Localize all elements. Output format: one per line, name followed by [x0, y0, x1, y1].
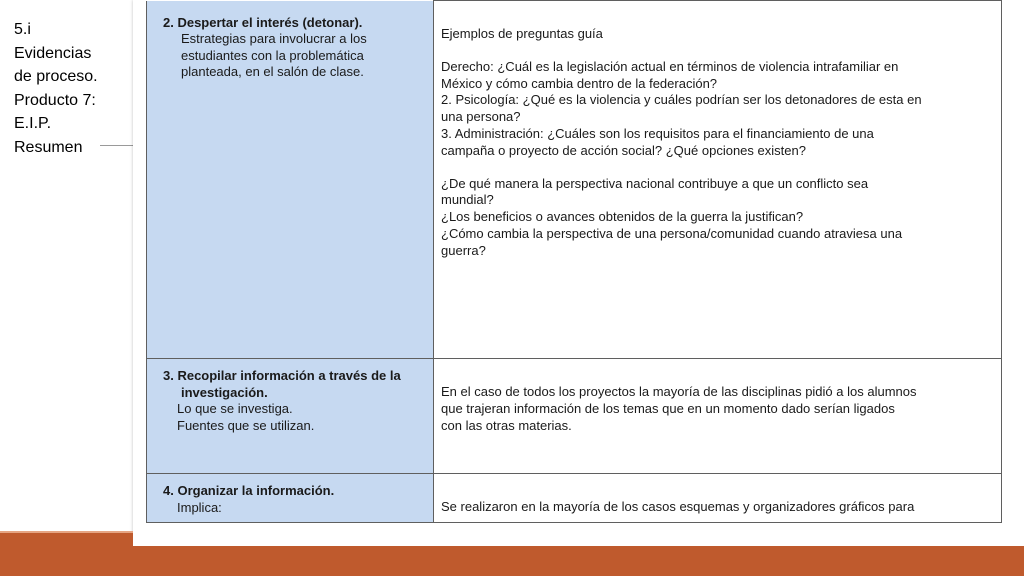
- question-line: campaña o proyecto de acción social? ¿Qué opciones existen?: [441, 142, 806, 158]
- phase-detail: Fuentes que se utilizan.: [177, 417, 315, 433]
- phase-detail: Estrategias para involucrar a los: [181, 31, 367, 46]
- question-line: México y cómo cambia dentro de la federación?: [441, 75, 718, 91]
- slide-title: [14, 18, 132, 159]
- questions-title: Ejemplos de preguntas guía: [441, 26, 603, 41]
- table-row: [147, 359, 1002, 474]
- slide-title-line: 5.i: [14, 21, 31, 38]
- phase-cell: [147, 1, 434, 359]
- phase-detail: Lo que se investiga.: [177, 401, 293, 416]
- phase-heading: 4. Organizar la información.: [163, 483, 335, 498]
- accent-band-left: [0, 531, 133, 546]
- phase-detail: planteada, en el salón de clase.: [181, 64, 364, 79]
- table-row: [147, 1, 1002, 359]
- title-divider: [100, 145, 133, 146]
- phase-heading: 2. Despertar el interés (detonar).: [163, 14, 363, 30]
- slide-title-line: Evidencias: [14, 44, 92, 62]
- question-line: 3. Administración: ¿Cuáles son los requisitos para el financiamiento de una: [441, 125, 874, 141]
- description-line: que trajeran información de los temas que en un momento dado serían ligados: [441, 400, 895, 416]
- question-line: ¿Cómo cambia la perspectiva de una persona/comunidad cuando atraviesa una: [441, 225, 903, 241]
- question-line: 2. Psicología: ¿Qué es la violencia y cuáles podrían ser los detonadores de esta en: [441, 92, 922, 108]
- slide-title-line: E.I.P.: [14, 115, 52, 132]
- accent-band-highlight: [0, 531, 133, 533]
- accent-band-bottom: [0, 546, 1024, 576]
- description-cell: [434, 1, 1002, 359]
- question-line: mundial?: [441, 192, 494, 208]
- project-phases-table: [146, 0, 1002, 523]
- phase-cell: [147, 359, 434, 474]
- description-line: con las otras materias.: [441, 417, 572, 433]
- slide-title-line: de proceso.: [14, 68, 98, 85]
- description-cell: [434, 359, 1002, 474]
- slide-title-line: Producto 7:: [14, 91, 96, 109]
- phase-heading: investigación.: [181, 384, 268, 400]
- description-line: En el caso de todos los proyectos la mayoría de las disciplinas pidió a los alumnos: [441, 384, 917, 399]
- question-line: ¿Los beneficios o avances obtenidos de la guerra la justifican?: [441, 209, 804, 225]
- phase-detail: Implica:: [177, 499, 222, 515]
- question-line: ¿De qué manera la perspectiva nacional contribuye a que un conflicto sea: [441, 175, 869, 191]
- slide-title-line: Resumen: [14, 138, 83, 156]
- phase-cell: [147, 474, 434, 523]
- description-line: Se realizaron en la mayoría de los casos esquemas y organizadores gráficos para: [441, 499, 915, 514]
- table-row: [147, 474, 1002, 523]
- phase-detail: estudiantes con la problemática: [181, 47, 364, 63]
- question-line: Derecho: ¿Cuál es la legislación actual en términos de violencia intrafamiliar en: [441, 58, 899, 74]
- question-line: una persona?: [441, 109, 521, 125]
- description-cell: [434, 474, 1002, 523]
- question-line: guerra?: [441, 242, 486, 258]
- document-table-wrapper: [146, 0, 1002, 522]
- phase-heading: 3. Recopilar información a través de la: [163, 368, 401, 383]
